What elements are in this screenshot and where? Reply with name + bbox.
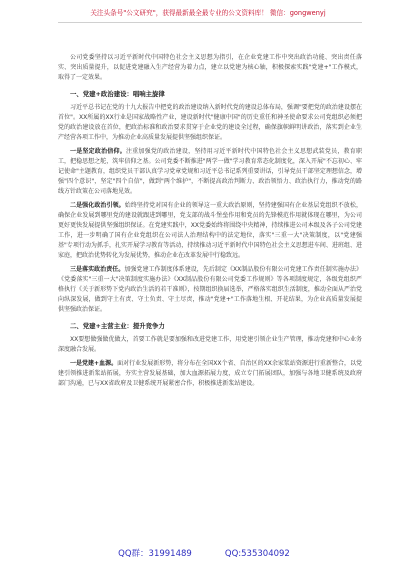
section-2-title: 二、党建+主营主业：提升竞争力 <box>70 322 165 330</box>
item-text: 注重加强党的政治建设，坚持用习近平新时代中国特色社会主义思想武装党员，教育职工，把稳思想之舵，筑牢信仰之基。公司党委不断推进"两学一做"学习教育常态化制度化，深入开展"不忘初心、牢记使命"主题教育，组织党员干部认真学习党章党规和习近平总书记系列重要讲话，引导党员干部坚定理想信念，增强"四个意识"，坚定"四个自信"，做到"两个维护"，不断提高政治判断力、政治领悟力、政治执行力，推动党的路线方针政策在公司落地见效。 <box>58 148 362 195</box>
item-lead: 一是坚定政治信仰。 <box>70 148 126 155</box>
item-lead: 三是落实政治责任。 <box>70 266 125 273</box>
item-lead: 二是强化政治引领。 <box>70 202 125 209</box>
page-footer <box>0 541 408 561</box>
section-1-intro: 习近平总书记在党的十九大报告中把党的政治建设纳入新时代党的建设总体布局，强调"要把党的政治建设摆在首位"。XX所属的XX行业是国家战略性产业，建设新时代"健康中国"的历史重任和神圣使命要求公司党组织必须把党的政治建设放在首位，把政治标准和政治要求贯穿于企业党的建设全过程，确保旗帜鲜明讲政治，落实到企业生产经营各项工作中，为推动企业高质量发展提供坚强组织保证。 <box>58 104 362 141</box>
page-header <box>0 0 408 46</box>
section-2-item-1 <box>58 359 362 389</box>
section-1-title: 一、党建+政治建设：唱响主旋律 <box>70 90 165 98</box>
section-1-item-2 <box>58 201 362 261</box>
footer-qq: QQ:535304092 <box>224 549 290 559</box>
section-1-item-1 <box>58 147 362 197</box>
header-banner: 关注头条号"公文研究"，获得最新最全最专业的公文资料库！ 微信：gongwenyj <box>90 9 326 17</box>
header-divider <box>58 22 362 23</box>
document-body <box>58 53 362 393</box>
item-text: 始终坚持党对国有企业的领导这一重大政治原则，坚持建强国有企业基层党组织不放松，确保企业发展到哪里党的建设就跟进到哪里，党支部的战斗堡垒作用和党员的先锋模范作用就体现在哪里，为公司更好更快发展提供坚强组织保证。在党建实践中，XX党委始终将围绕中央精神，持续推进公司本级及各子公司党建工作，进一步明确了国有企业党组织在公司法人治理结构中的法定地位，落实"三重一大"决策制度，以"党建强基"专项行动为抓手，扎实开展学习教育等活动，持续推动习近平新时代中国特色社会主义思想进车间、进班组、进家庭，把政治优势转化为发展优势，推动企业在改革发展中行稳致远。 <box>58 202 362 259</box>
footer-qq-group: QQ群：31991489 <box>118 549 192 559</box>
section-2-intro: XX要想做强做优做大，首要工作就是要加强和改进党建工作，用党建引领企业生产管理，推动党建和中心业务深度融合发展。 <box>58 336 362 353</box>
item-lead: 一是党建+血源。 <box>70 360 118 367</box>
item-text: 加强党建工作制度体系建设，先后制定《XX制品股份有限公司党建工作责任制实施办法》《党委落实"三重一大"决策制度实施办法》《XX制品股份有限公司党委工作规则》等各项制度规定，各级党组织严格执行《关于新形势下党内政治生活的若干准则》，按期组织换届选举，严格落实组织生活制度，推动全面从严治党向纵深发展，做到守土有责、守土负责、守土尽责，推动"党建+"工作落地生根、开花结果，为企业高质量发展提供坚强政治保证。 <box>58 266 362 313</box>
section-1-item-3 <box>58 265 362 315</box>
intro-paragraph: 公司党委坚持以习近平新时代中国特色社会主义思想为指引，在企业党建工作中突出政治功能、突出责任落实、突出质量提升，以促进党建融入生产经营为着力点，建立以党建为核心轴，积极探索实践"党建+"工作模式，取得了一定效果。 <box>58 54 362 81</box>
item-text: 面对行业发展新形势，将分布在全国XX个省、自治区的XX余家浆站资源进行重新整合，以党建引领推进新浆站拓展，夯实主营发展基础，加大血源拓展力度，成立专门拓展团队，加强与各地卫健系统及政府部门沟通，已与XX省政府及卫健系统开展紧密合作，积极推进新浆站建设。 <box>58 360 362 387</box>
